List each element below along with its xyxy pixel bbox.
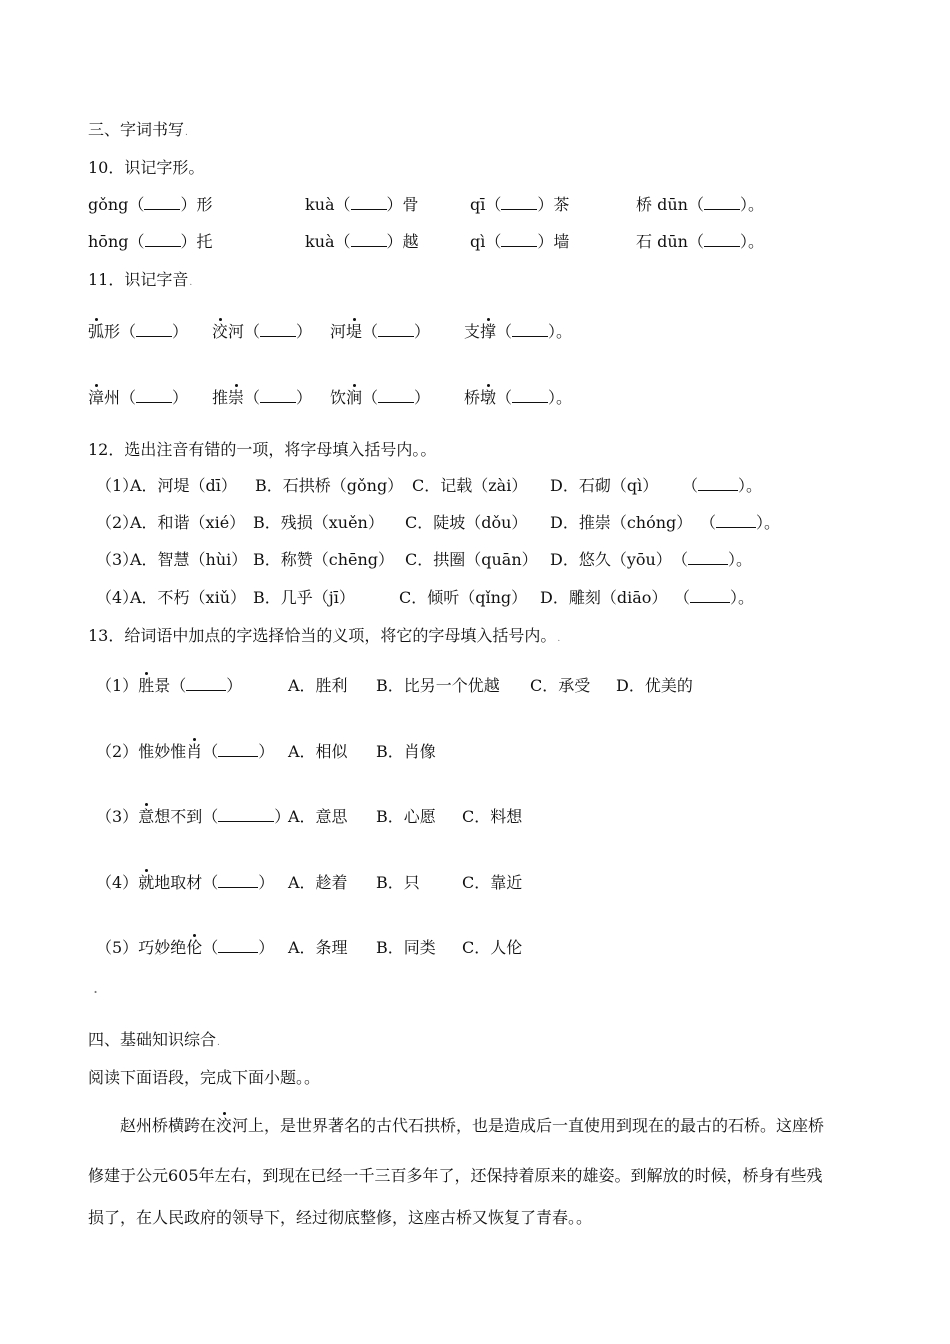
section-3-title: 三、字词书写. [88,120,188,139]
answer-blank[interactable] [144,195,180,210]
option-a: A．不朽（xiǔ） [130,588,247,607]
q10-cell: hōng（ ）托 [88,232,213,251]
q13-word: （5）巧妙绝伦（ ） [96,938,275,957]
option-a: A．意思 [288,807,348,826]
q13-title-text: 13．给词语中加点的字选择恰当的义项，将它的字母填入括号内。 [88,626,557,645]
answer-blank[interactable] [218,807,274,822]
option-b: B．石拱桥（gǒng） [255,476,404,495]
q12-answer: （ ）。 [672,550,753,569]
option-c: C．记载（zài） [412,476,528,495]
q10-cell: qī（ ）茶 [470,195,570,214]
passage-line-1: 赵州桥横跨在洨河上，是世界著名的古代石拱桥，也是造成后一直使用到现在的最古的石桥。这座桥 [120,1116,825,1135]
option-c: C．倾听（qǐng） [399,588,528,607]
section-4-title: 四、基础知识综合. [88,1030,220,1049]
option-a: A．胜利 [288,676,348,695]
option-c: C．人伦 [462,938,523,957]
answer-blank[interactable] [260,388,296,403]
section-4-intro [88,1068,320,1088]
q11-cell: 饮涧（ ） [330,388,431,407]
paragraph-mark: . [93,978,99,997]
answer-blank[interactable] [501,195,537,210]
q10-cell: 石 dūn（ ）。 [636,232,764,251]
option-c: C．料想 [462,807,523,826]
option-b: B．肖像 [376,742,436,761]
answer-blank[interactable] [218,938,258,953]
q11-cell: 河堤（ ） [330,322,431,341]
answer-blank[interactable] [698,476,738,491]
section-4-intro-text: 阅读下面语段，完成下面小题。。 [88,1068,321,1087]
q13-word: （3）意想不到（ ） [96,807,291,826]
option-b: B．几乎（jī） [253,588,355,607]
option-a: A．相似 [288,742,348,761]
answer-blank[interactable] [351,232,387,247]
q12-title [88,440,436,460]
option-a: A．趁着 [288,873,348,892]
q12-answer: （ ）。 [674,588,755,607]
option-b: B．心愿 [376,807,436,826]
section-4-title-text: 四、基础知识综合 [88,1030,217,1049]
q12-answer: （ ）。 [700,513,781,532]
answer-blank[interactable] [512,322,548,337]
option-d: D．石砌（qì） [550,476,659,495]
q10-cell: kuà（ ）越 [305,232,419,251]
option-d: D．优美的 [616,676,693,695]
passage-line-3: 损了，在人民政府的领导下，经过彻底整修，这座古桥又恢复了青春。。 [88,1208,593,1227]
answer-blank[interactable] [378,322,414,337]
option-b: B．比另一个优越 [376,676,500,695]
q11-cell: 漳州（ ） [88,388,189,407]
option-a: A．条理 [288,938,348,957]
answer-blank[interactable] [145,232,181,247]
q13-word: （1）胜景（ ） [96,676,243,695]
answer-blank[interactable] [378,388,414,403]
answer-blank[interactable] [218,742,258,757]
answer-blank[interactable] [688,550,728,565]
q11-cell: 洨河（ ） [212,322,313,341]
q10-cell: gǒng（ ）形 [88,195,213,214]
worksheet-page: 三、字词书写. 10．识记字形。 gǒng（ ）形 kuà（ ）骨 qī（ ）茶 桥 dūn（ ）。 hōng（ ）托 kuà（ ）越 qì（ ）墙 石 dūn（ ）。 11．识记字音. 弧形（ ） 洨河（ ） 河堤（ ） 支撑（ ）。 漳州（ ） 推崇（ ） 饮涧（ ） 桥墩（ ）。 12．选出注音有错的一项，将字母填入括号内。。 （1） A．河堤（dī） B．石拱桥（gǒng） C．记载（zài） D．石砌（qì） （ ）。 （2） A．和谐（xié） B．残损（xuěn） C．陡坡（dǒu） D．推崇（chóng） （ ）。 （3） A．智慧（hùi） B．称赞（chēng） C．拱圈（quān） D．悠久（yōu） （ ）。 （4） A．不朽（xiǔ） B．几乎（jī） C．倾听（qǐng） D．雕刻（diāo） （ ）。 13．给词语中加点的字选择恰当的义项，将它的字母填入括号内。. （1）胜景（ ） A．胜利 B．比另一个优越 C．承受 D．优美的 （2）惟妙惟肖（ ） A．相似 B．肖像 （3）意想不到（ ） A．意思 B．心愿 C．料想 （4）就地取材（ ） A．趁着 B．只 C．靠近 （5）巧妙绝伦（ ） A．条理 B．同类 C．人伦 . 四、基础知识综合. 阅读下面语段，完成下面小题。。 赵州桥横跨在洨河上，是世界著名的古代石拱桥，也是造成后一直使用到现在的最古的石桥。这座桥 修建于公元605年左右，到现在已经一千三百多年了，还保持着原来的雄姿。到解放的时候，桥身有些残 损了，在人民政府的领导下，经过彻底整修，这座古桥又恢复了青春。。 [0,0,950,1344]
option-c: C．拱圈（quān） [405,550,538,569]
option-a: A．和谐（xié） [130,513,246,532]
q10-title-text: 10．识记字形。 [88,158,205,177]
q13-title: 13．给词语中加点的字选择恰当的义项，将它的字母填入括号内。. [88,626,561,645]
option-b: B．称赞（chēng） [253,550,395,569]
option-d: D．悠久（yōu） [550,550,672,569]
answer-blank[interactable] [501,232,537,247]
answer-blank[interactable] [704,195,740,210]
q10-cell: qì（ ）墙 [470,232,570,251]
passage-line-2: 修建于公元605年左右，到现在已经一千三百多年了，还保持着原来的雄姿。到解放的时候，桥身有些残 [88,1166,823,1185]
q11-title-text: 11．识记字音 [88,270,189,289]
answer-blank[interactable] [512,388,548,403]
q10-title [88,158,204,178]
q10-cell: 桥 dūn（ ）。 [636,195,764,214]
option-a: A．智慧（hùi） [130,550,248,569]
q11-cell: 弧形（ ） [88,322,189,341]
q12-answer: （ ）。 [682,476,763,495]
answer-blank[interactable] [136,322,172,337]
option-b: B．残损（xuěn） [253,513,384,532]
option-c: C．陡坡（dǒu） [405,513,528,532]
answer-blank[interactable] [218,873,258,888]
option-b: B．同类 [376,938,436,957]
q11-title: 11．识记字音. [88,270,193,289]
answer-blank[interactable] [716,513,756,528]
q11-cell: 支撑（ ）。 [464,322,573,341]
option-a: A．河堤（dī） [130,476,237,495]
option-c: C．靠近 [462,873,523,892]
option-d: D．推崇（chóng） [550,513,693,532]
answer-blank[interactable] [136,388,172,403]
option-d: D．雕刻（diāo） [540,588,668,607]
q13-word: （4）就地取材（ ） [96,873,275,892]
q10-cell: kuà（ ）骨 [305,195,419,214]
q12-title-text: 12．选出注音有错的一项，将字母填入括号内。。 [88,440,437,459]
q13-word: （2）惟妙惟肖（ ） [96,742,275,761]
q11-cell: 推崇（ ） [212,388,313,407]
answer-blank[interactable] [690,588,730,603]
q11-cell: 桥墩（ ）。 [464,388,573,407]
answer-blank[interactable] [351,195,387,210]
answer-blank[interactable] [260,322,296,337]
section-3-title-text: 三、字词书写 [88,120,185,139]
option-c: C．承受 [530,676,591,695]
answer-blank[interactable] [186,676,226,691]
option-b: B．只 [376,873,420,892]
answer-blank[interactable] [704,232,740,247]
